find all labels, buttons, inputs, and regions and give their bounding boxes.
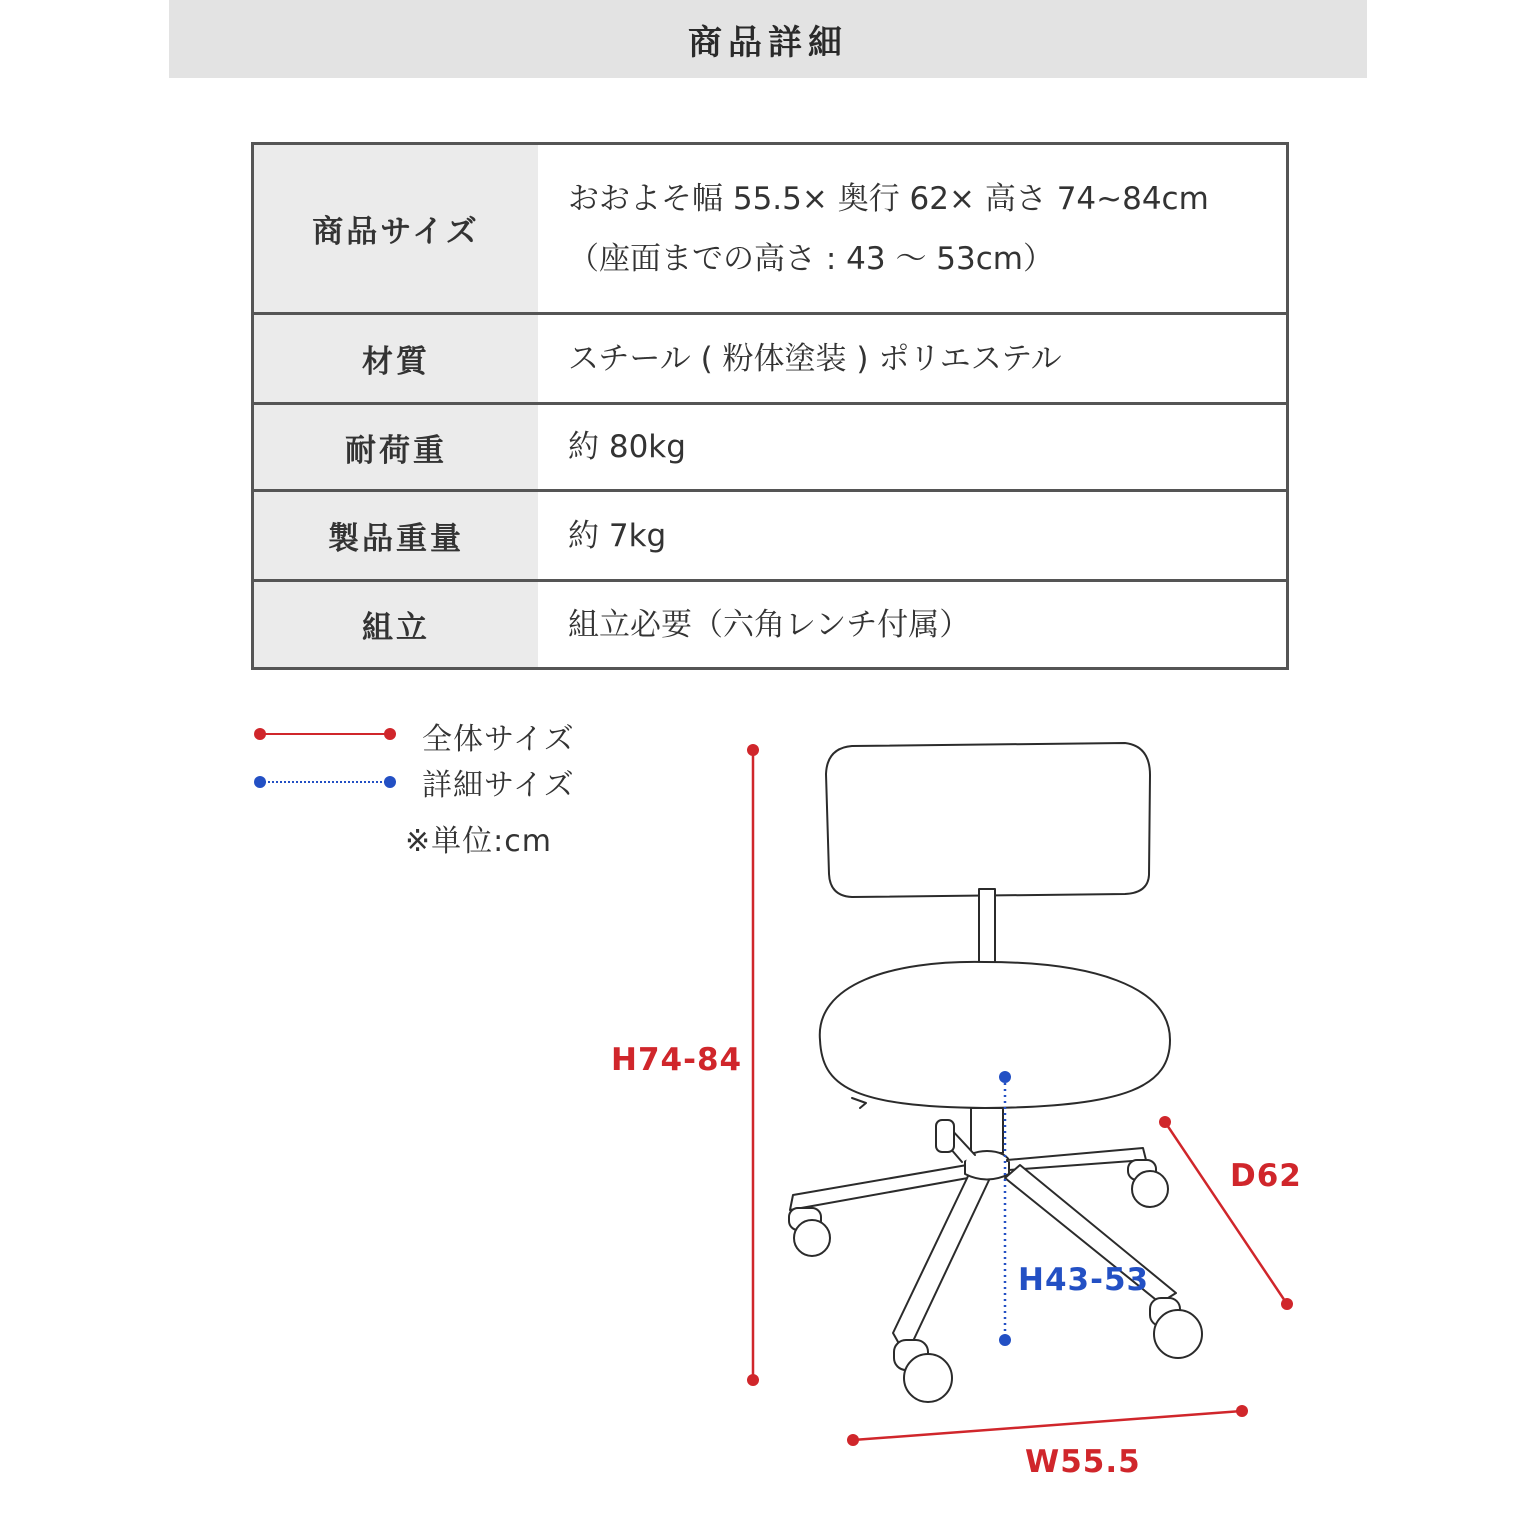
width-line bbox=[853, 1411, 1242, 1440]
depth-dot-bottom bbox=[1281, 1298, 1293, 1310]
seat-height-dot-top bbox=[999, 1071, 1011, 1083]
width-label: W55.5 bbox=[1025, 1444, 1141, 1480]
spec-row-load bbox=[254, 405, 1286, 492]
page-header bbox=[169, 0, 1367, 78]
spec-value bbox=[538, 405, 1286, 489]
spec-label: 商品サイズ bbox=[254, 145, 538, 312]
width-dot-left bbox=[847, 1434, 859, 1446]
spec-value-line: スチール ( 粉体塗装 ) ポリエステル bbox=[568, 340, 1062, 377]
spec-value bbox=[538, 145, 1286, 312]
seat-height-label: H43-53 bbox=[1018, 1262, 1150, 1298]
depth-label: D62 bbox=[1230, 1158, 1302, 1194]
spec-row-size bbox=[254, 145, 1286, 315]
detail-size-dot bbox=[384, 776, 396, 788]
legend-overall-label: 全体サイズ bbox=[422, 722, 575, 757]
unit-note: ※単位:cm bbox=[405, 824, 552, 859]
spec-value-line: （座面までの高さ : 43 ～ 53cm） bbox=[568, 240, 1054, 277]
chair-diagram bbox=[560, 700, 1320, 1500]
spec-value bbox=[538, 492, 1286, 579]
spec-label: 組立 bbox=[254, 582, 538, 667]
office-chair-icon bbox=[789, 743, 1202, 1402]
overall-size-dot bbox=[254, 728, 266, 740]
legend bbox=[250, 712, 610, 862]
spec-row-material bbox=[254, 315, 1286, 405]
spec-value-line: 約 7kg bbox=[568, 517, 667, 554]
width-dot-right bbox=[1236, 1405, 1248, 1417]
spec-value-line: 約 80kg bbox=[568, 429, 686, 465]
spec-row-assembly bbox=[254, 582, 1286, 667]
detail-size-dot bbox=[254, 776, 266, 788]
overall-size-line bbox=[260, 733, 390, 735]
spec-label: 材質 bbox=[254, 315, 538, 402]
depth-line bbox=[1165, 1122, 1287, 1304]
detail-size-line bbox=[260, 781, 390, 783]
height-dot-top bbox=[747, 744, 759, 756]
height-dot-bottom bbox=[747, 1374, 759, 1386]
seat-height-dot-bottom bbox=[999, 1334, 1011, 1346]
spec-value bbox=[538, 315, 1286, 402]
legend-detail-label: 詳細サイズ bbox=[422, 768, 575, 803]
height-label: H74-84 bbox=[611, 1042, 743, 1078]
spec-value bbox=[538, 582, 1286, 667]
depth-dot-top bbox=[1159, 1116, 1171, 1128]
spec-table bbox=[251, 142, 1289, 670]
overall-size-dot bbox=[384, 728, 396, 740]
spec-row-weight bbox=[254, 492, 1286, 582]
page-title: 商品詳細 bbox=[688, 22, 848, 63]
spec-value-line: おおよそ幅 55.5× 奥行 62× 高さ 74~84cm bbox=[568, 180, 1209, 217]
spec-value-line: 組立必要（六角レンチ付属） bbox=[568, 606, 971, 643]
spec-label: 製品重量 bbox=[254, 492, 538, 579]
spec-label: 耐荷重 bbox=[254, 405, 538, 489]
